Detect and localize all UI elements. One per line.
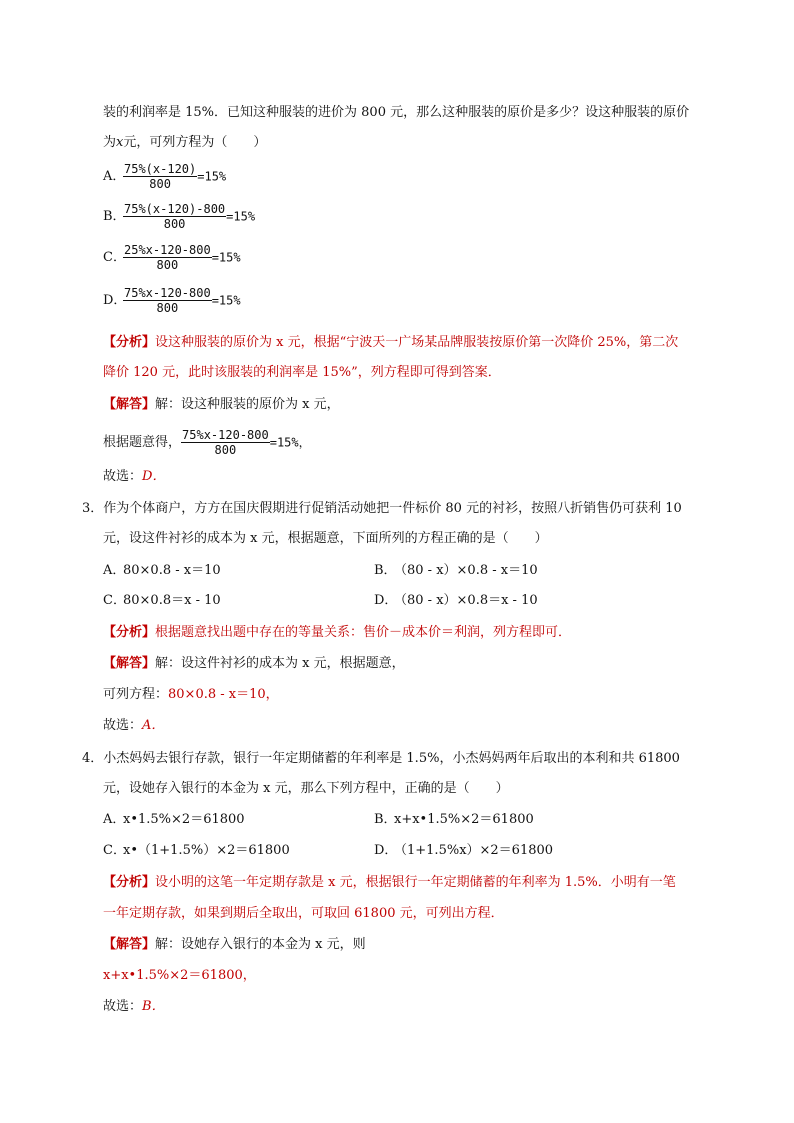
q2-analysis-line2: 降价 120 元，此时该服装的利润率是 15%”，列方程即可得到答案．	[103, 365, 501, 380]
q4-answer-line1: 【解答】解：设她存入银行的本金为 x 元，则	[103, 937, 366, 952]
q2-option-d: D． $\frac{75\%x-120-800}{800}$ =15%	[103, 286, 241, 315]
q2-choice: 故选：D．	[103, 469, 166, 484]
q3-option-b: B．（80 - x）×0.8 - x＝10	[374, 563, 538, 578]
q4-option-a: A．x•1.5%×2＝61800	[103, 812, 245, 827]
fraction: $\frac{25\%x-120-800}{800}$	[124, 243, 211, 272]
fraction: $\frac{75\%(x-120)}{800}$	[124, 162, 197, 191]
q4-option-b: B．x+x•1.5%×2＝61800	[374, 812, 534, 827]
q3-answer-line1: 【解答】解：设这件衬衫的成本为 x 元，根据题意，	[103, 656, 405, 671]
q2-option-b: B． $\frac{75\%(x-120)-800}{800}$ =15%	[103, 202, 256, 231]
q3-choice: 故选：A．	[103, 718, 165, 733]
q3-answer-line2: 可列方程：80×0.8 - x＝10，	[103, 687, 279, 702]
q3-option-d: D．（80 - x）×0.8＝x - 10	[374, 593, 538, 608]
q2-stem-line1: 装的利润率是 15%．已知这种服装的进价为 800 元，那么这种服装的原价是多少？设这种服装的原价	[103, 105, 690, 120]
q3-stem-line2: 元，设这件衬衫的成本为 x 元，根据题意，下面所列的方程正确的是（ ）	[103, 531, 548, 546]
fraction: $\frac{75\%x-120-800}{800}$	[124, 286, 211, 315]
q4-option-c: C．x•（1+1.5%）×2＝61800	[103, 843, 290, 858]
q4-analysis-line2: 一年定期存款，如果到期后全取出，可取回 61800 元，可列出方程．	[103, 906, 504, 921]
fraction: $\frac{75\%(x-120)-800}{800}$	[124, 202, 226, 231]
q3-option-a: A．80×0.8 - x＝10	[103, 563, 221, 578]
q2-stem-line2: 为x元，可列方程为（ ）	[103, 135, 267, 150]
q2-option-c: C． $\frac{25\%x-120-800}{800}$ =15%	[103, 243, 241, 272]
q4-answer-eq: x+x•1.5%×2＝61800，	[103, 968, 256, 983]
q2-analysis-line1: 【分析】设这种服装的原价为 x 元，根据“宁波天一广场某品牌服装按原价第一次降价 25%，第二次	[103, 335, 679, 350]
q3-analysis: 【分析】根据题意找出题中存在的等量关系：售价－成本价＝利润，列方程即可．	[103, 625, 572, 640]
q4-option-d: D．（1+1.5%x）×2＝61800	[374, 843, 554, 858]
q4-analysis-line1: 【分析】设小明的这笔一年定期存款是 x 元，根据银行一年定期储蓄的年利率为 1.5%．小明有一笔	[103, 875, 676, 890]
q4-stem-line2: 元，设她存入银行的本金为 x 元，那么下列方程中，正确的是（ ）	[103, 781, 509, 796]
q2-answer-line2: 根据题意得， $\frac{75\%x-120-800}{800}$ =15%，	[103, 428, 311, 457]
q3-stem-line1: 3．作为个体商户，方方在国庆假期进行促销活动她把一件标价 80 元的衬衫，按照八折销售仍可获利 10	[82, 501, 682, 516]
q2-option-a: A． $\frac{75\%(x-120)}{800}$ =15%	[103, 162, 227, 191]
q2-answer-line1: 【解答】解：设这种服装的原价为 x 元，	[103, 397, 340, 412]
q4-stem-line1: 4．小杰妈妈去银行存款，银行一年定期储蓄的年利率是 1.5%，小杰妈妈两年后取出的本利和共 61800	[82, 751, 680, 766]
q4-choice: 故选：B．	[103, 999, 165, 1014]
fraction: $\frac{75\%x-120-800}{800}$	[182, 428, 269, 457]
q3-option-c: C．80×0.8＝x - 10	[103, 593, 221, 608]
